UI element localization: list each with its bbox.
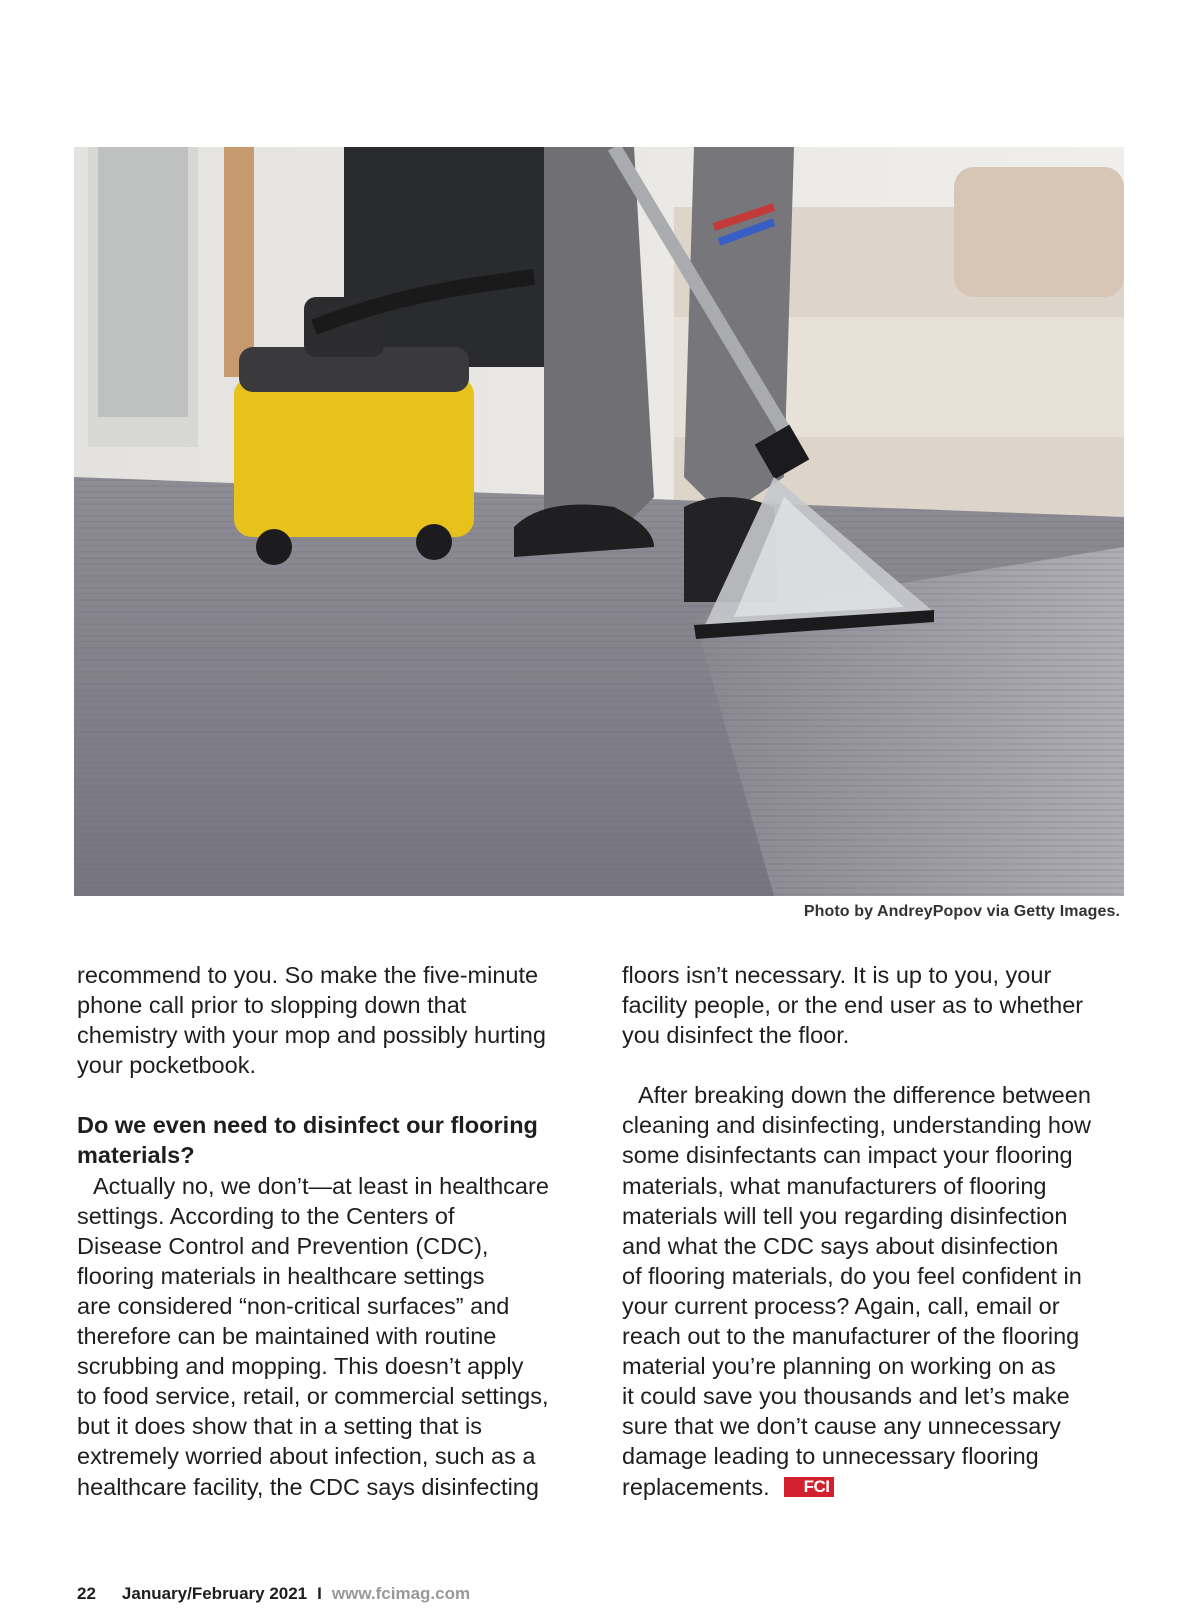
footer-separator: I bbox=[317, 1584, 322, 1603]
right-paragraph-2 bbox=[622, 1080, 1142, 1501]
page-footer bbox=[77, 1584, 470, 1604]
issue-date: January/February 2021 bbox=[121, 1584, 308, 1603]
carpet-cleaning-photo bbox=[74, 147, 1124, 896]
left-paragraph-1: recommend to you. So make the five-minute phone call prior to slopping down that chemistry with your mop and possibly hurting your pocketbook. bbox=[77, 962, 546, 1079]
website-url: www.fcimag.com bbox=[331, 1584, 471, 1603]
left-paragraph-2: Actually no, we don’t—at least in healthcare settings. According to the Centers of Disease Control and Prevention (CDC), flooring materials in healthcare settings are considered “non-critical surfaces” and therefore can be maintained with routine scrubbing and mopping. This doesn’t apply to food service, retail, or commercial settings, but it does show that in a setting that is extremely worried about infection, such as a healthcare facility, the CDC says disinfecting bbox=[77, 1172, 549, 1500]
paragraph-gap bbox=[77, 1080, 597, 1110]
right-paragraph-2-text: After breaking down the difference between cleaning and disinfecting, understanding how some disinfectants can impact your flooring materials, what manufacturers of flooring materials will tell you regarding disinfection and what the CDC says about disinfection of flooring materials, do you feel confident in your current process? Again, call, email or reach out to the manufacturer of the flooring material you’re planning on working on as it could save you thousands and let’s make sure that we don’t cause any unnecessary damage leading to unnecessary flooring replacements. bbox=[622, 1082, 1092, 1500]
photo-caption: Photo by AndreyPopov via Getty Images. bbox=[803, 903, 1120, 920]
right-column bbox=[622, 960, 1142, 1502]
right-paragraph-1: floors isn’t necessary. It is up to you, your facility people, or the end user as to whether you disinfect the floor. bbox=[622, 962, 1084, 1049]
page-number: 22 bbox=[77, 1584, 96, 1603]
fci-end-logo: FCI bbox=[784, 1477, 834, 1497]
left-column bbox=[77, 960, 597, 1502]
photo-illustration bbox=[74, 147, 1124, 896]
paragraph-gap bbox=[622, 1050, 1142, 1080]
section-heading: Do we even need to disinfect our flooring materials? bbox=[77, 1112, 538, 1169]
